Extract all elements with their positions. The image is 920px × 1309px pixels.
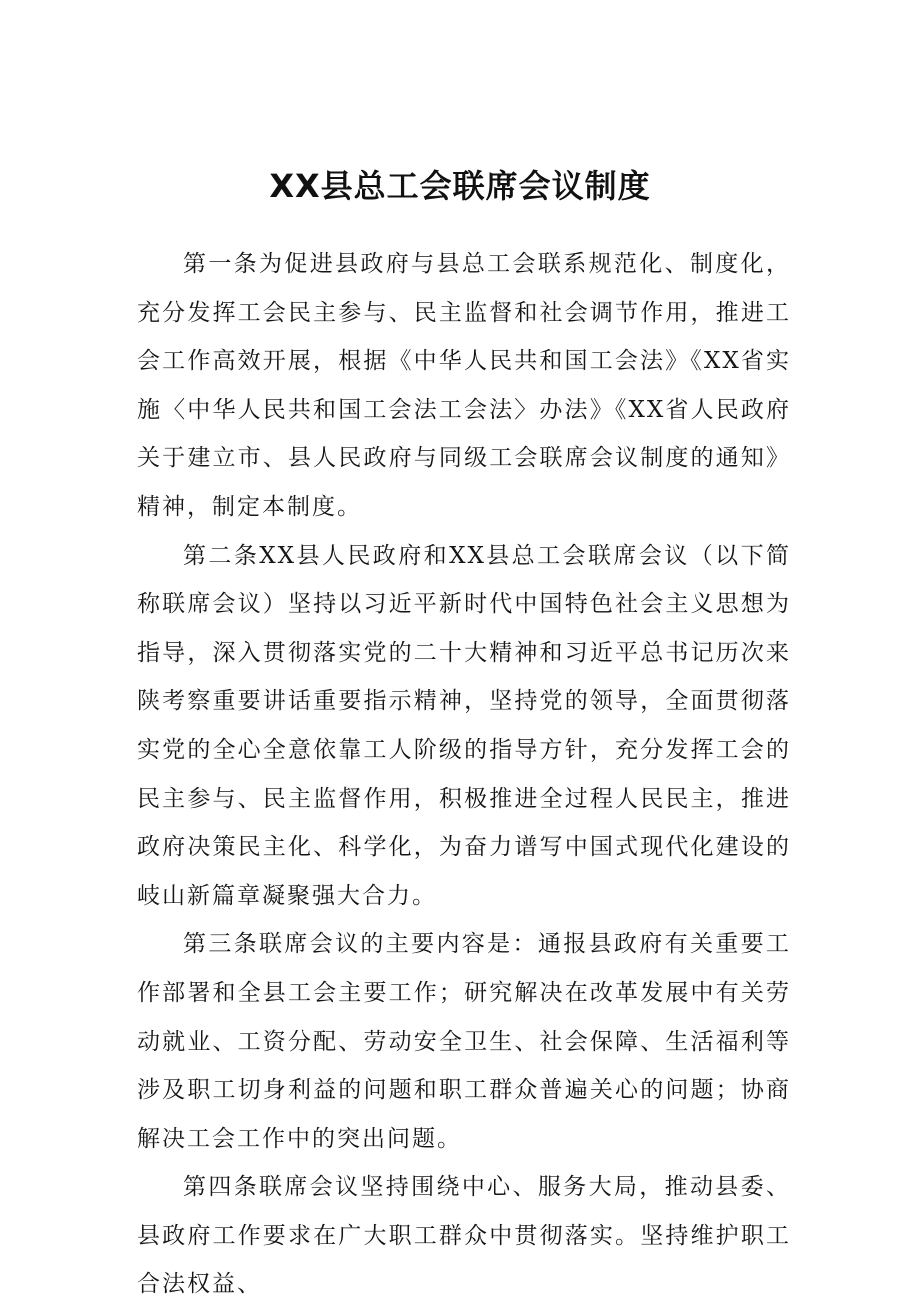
- article-2-paragraph: 第二条XX县人民政府和XX县总工会联席会议（以下简称联席会议）坚持以习近平新时代中国特色社会主义思想为指导，深入贯彻落实党的二十大精神和习近平总书记历次来陕考察重要讲话重要指示精神，坚持党的领导，全面贯彻落实党的全心全意依靠工人阶级的指导方针，充分发挥工会的民主参与、民主监督作用，积极推进全过程人民民主，推进政府决策民主化、科学化，为奋力谱写中国式现代化建设的岐山新篇章凝聚强大合力。: [137, 542, 791, 909]
- article-4-paragraph: 第四条联席会议坚持围绕中心、服务大局，推动县委、县政府工作要求在广大职工群众中贯彻落实。坚持维护职工合法权益、: [137, 1174, 791, 1298]
- article-3-paragraph: 第三条联席会议的主要内容是：通报县政府有关重要工作部署和全县工会主要工作；研究解决在改革发展中有关劳动就业、工资分配、劳动安全卫生、社会保障、生活福利等涉及职工切身利益的问题和职工群众普遍关心的问题；协商解决工会工作中的突出问题。: [137, 931, 791, 1152]
- document-title: XX县总工会联席会议制度: [269, 167, 651, 205]
- article-1-paragraph: 第一条为促进县政府与县总工会联系规范化、制度化，充分发挥工会民主参与、民主监督和社会调节作用，推进工会工作高效开展，根据《中华人民共和国工会法》《XX省实施〈中华人民共和国工会法工会法〉办法》《XX省人民政府关于建立市、县人民政府与同级工会联席会议制度的通知》精神，制定本制度。: [137, 251, 791, 520]
- document-body: [137, 240, 791, 1309]
